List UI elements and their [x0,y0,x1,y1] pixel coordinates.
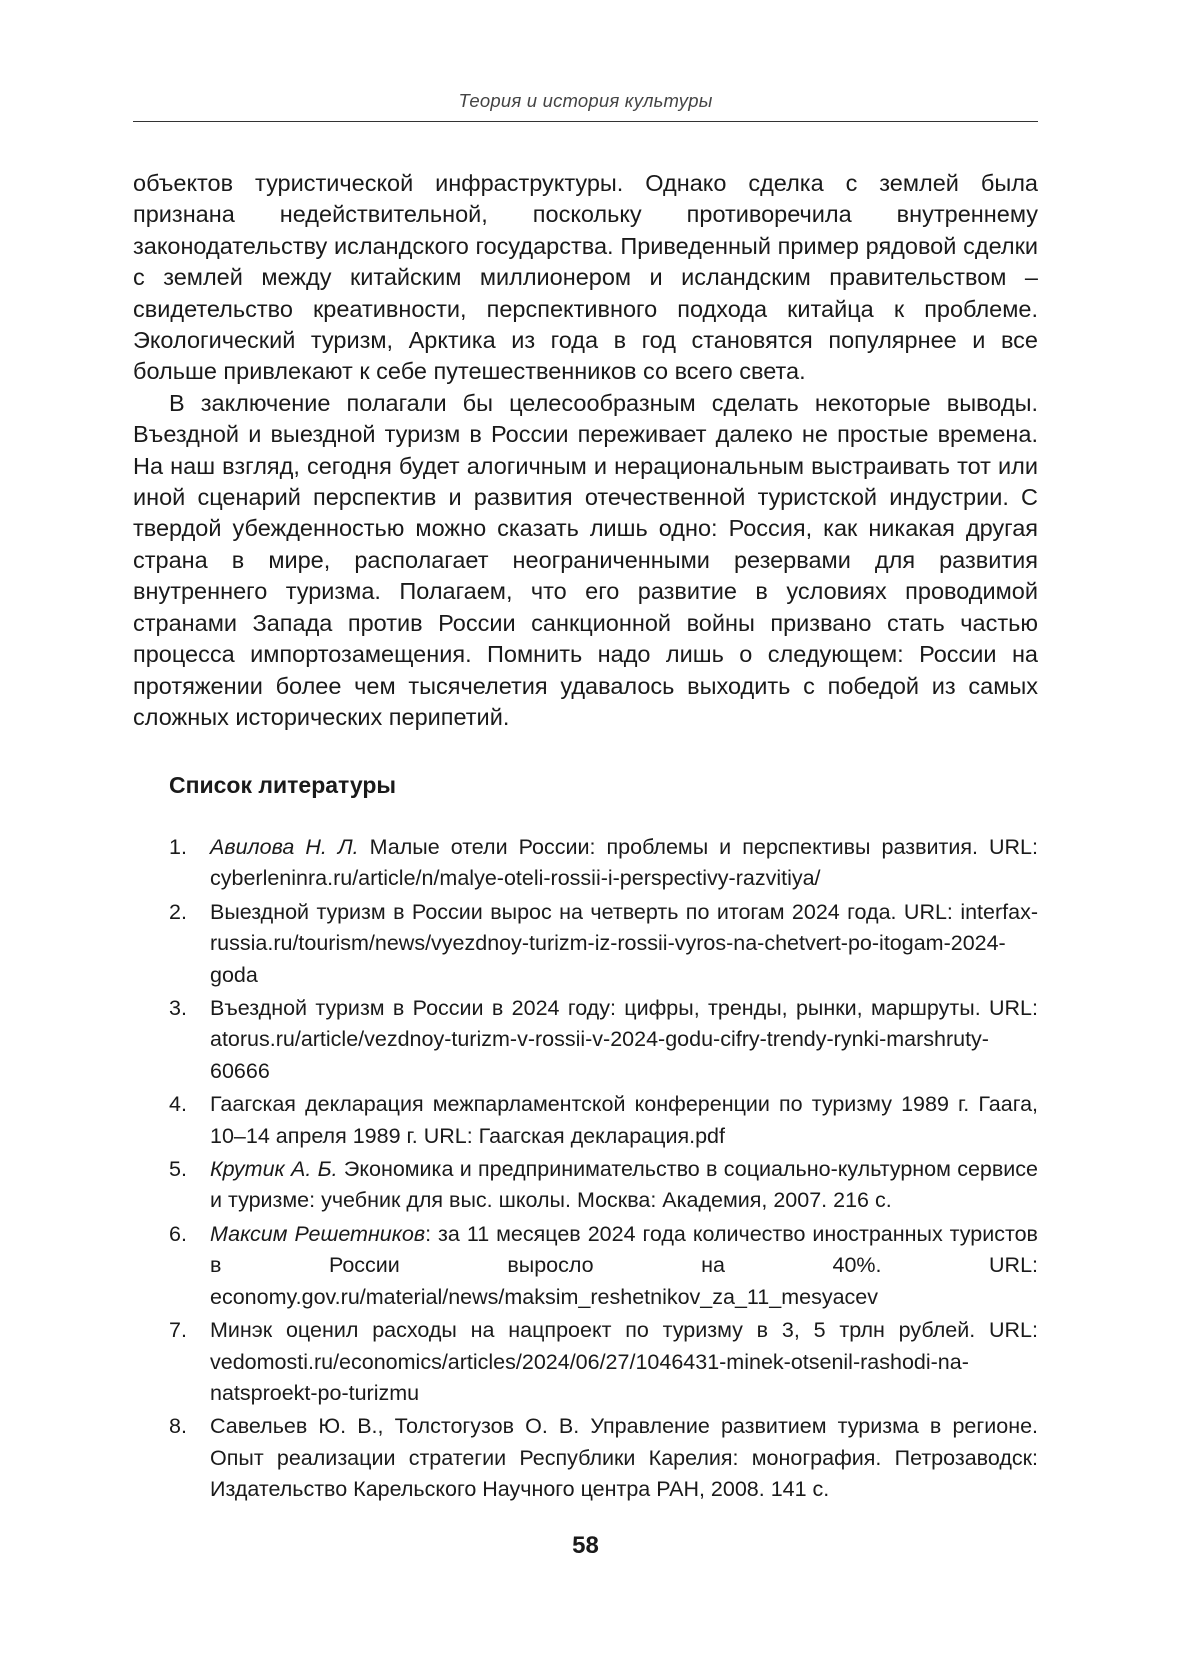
reference-number: 8. [169,1414,187,1439]
reference-author: Максим Решетников [210,1221,426,1246]
reference-number: 7. [169,1318,187,1343]
references-list [133,832,1038,1508]
running-header: Теория и история культуры [458,90,713,111]
reference-item [133,993,1038,1087]
body-text [133,168,1038,733]
reference-text: Минэк оценил расходы на нацпроект по туризму в 3, 5 трлн рублей. URL: vedomosti.ru/economics/articles/2024/06/27/1046431-minek-otsenil-rashodi-na-natsproekt-po-turizmu [210,1318,1038,1405]
reference-author: Крутик А. Б. [210,1157,338,1182]
reference-author: Авилова Н. Л. [210,835,359,859]
reference-number: 4. [169,1092,187,1117]
reference-item [133,1089,1038,1152]
reference-text: Выездной туризм в России вырос на четверть по итогам 2024 года. URL: interfax-russia.ru/tourism/news/vyezdnoy-turizm-iz-rossii-vyros-na-chetvert-po-itogam-2024-goda [210,899,1038,987]
reference-text: Экономика и предпринимательство в социально-культурном сервисе и туризме: учебник для выс. школы. Москва: Академия, 2007. 216 с. [210,1157,1038,1213]
reference-number: 5. [169,1157,187,1182]
references-heading: Список литературы [169,772,397,798]
reference-item [133,1154,1038,1217]
reference-item [133,1219,1038,1313]
reference-number: 2. [169,899,187,924]
reference-item [133,832,1038,895]
reference-number: 3. [169,996,187,1021]
header-rule [133,121,1038,122]
paragraph-1: объектов туристической инфраструктуры. Однако сделка с землей была признана недействительной, поскольку противоречила внутреннему законодательству исландского государства. Приведенный пример рядовой сделки с землей между китайским миллионером и исландским правительством – свидетельство креативности, перспективного подхода китайца к проблеме. Экологический туризм, Арктика из года в год становятся популярнее и все больше привлекают к себе путешественников со всего света. [133,170,1038,385]
reference-item [133,897,1038,991]
paragraph-2: В заключение полагали бы целесообразным сделать некоторые выводы. Въездной и выездной туризм в России переживает далеко не простые времена. На наш взгляд, сегодня будет алогичным и нерациональным выстраивать тот или иной сценарий перспектив и развития отечественной туристской индустрии. С твердой убежденностью можно сказать лишь одно: Россия, как никакая другая страна в мире, располагает неограниченными резервами для развития внутреннего туризма. Полагаем, что его развитие в условиях проводимой странами Запада против России санкционной войны призвано стать частью процесса импортозамещения. Помнить надо лишь о следующем: России на протяжении более чем тысячелетия удавалось выходить с победой из самых сложных исторических перипетий. [133,389,1038,730]
reference-text: Малые отели России: проблемы и перспективы развития. URL: cyberleninra.ru/article/n/malye-oteli-rossii-i-perspectivy-razvitiya/ [210,835,1038,891]
reference-text: Гаагская декларация межпарламентской конференции по туризму 1989 г. Гаага, 10–14 апреля 1989 г. URL: Гаагская декларация.pdf [210,1092,1038,1148]
reference-text: Савельев Ю. В., Толстогузов О. В. Управление развитием туризма в регионе. Опыт реализации стратегии Республики Карелия: монография. Петрозаводск: Издательство Карельского Научного центра РАН, 2008. 141 с. [210,1414,1038,1502]
reference-text: Въездной туризм в России в 2024 году: цифры, тренды, рынки, маршруты. URL: atorus.ru/article/vezdnoy-turizm-v-rossii-v-2024-godu-cifry-trendy-rynki-marshruty-60666 [210,996,1038,1083]
reference-number: 6. [169,1221,187,1246]
reference-item [133,1315,1038,1409]
page-number: 58 [572,1532,599,1559]
reference-text: : за 11 месяцев 2024 года количество иностранных туристов в России выросло на 40%. URL: economy.gov.ru/material/news/maksim_reshetnikov_za_11_mesyacev [210,1221,1038,1309]
reference-number: 1. [169,835,187,859]
reference-item [133,1411,1038,1505]
